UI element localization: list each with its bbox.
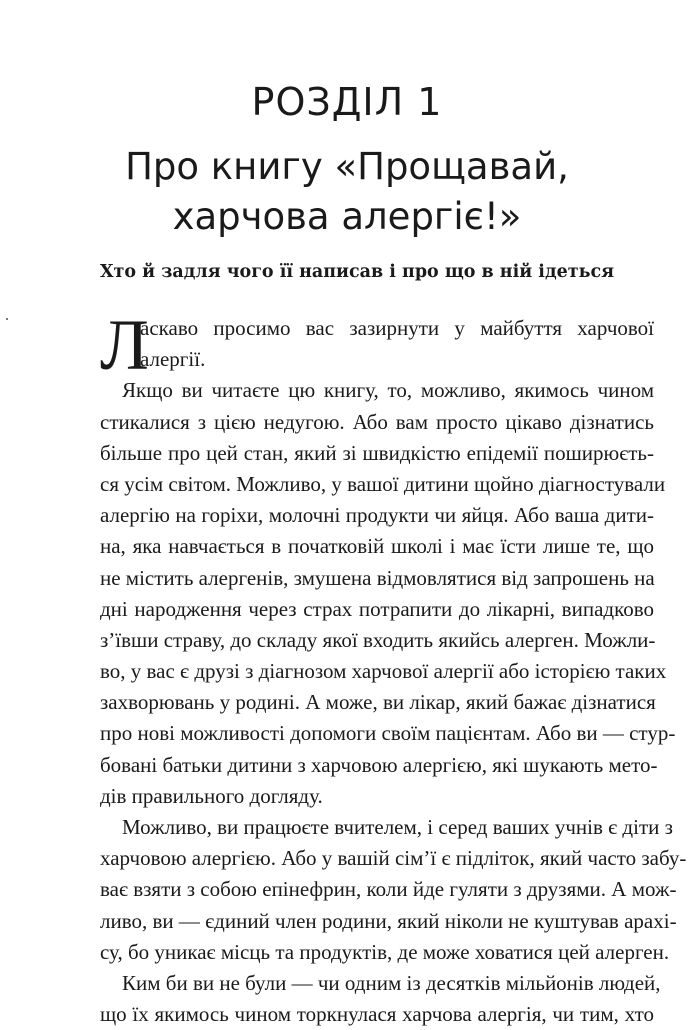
text-line: ся усім світом. Можливо, у вашої дитини щойно діагностували — [100, 471, 666, 496]
text-line: стикалися з цією недугою. Або вам просто цікаво дізнатись — [100, 409, 654, 434]
page-speck — [6, 318, 8, 320]
text-line: що їх якимось чином торкнулася харчова алергія, чи тим, хто — [100, 1002, 654, 1027]
body-text — [100, 305, 687, 1030]
chapter-title-line: харчова алергіє!» — [172, 195, 522, 238]
text-line: ливо, ви — єдиний член родини, який ніколи не куштував арахі- — [100, 908, 677, 933]
text-line: бовані батьки дитини з харчовою алергією, які шукають мето- — [100, 752, 658, 777]
text-line: дні народження через страх потрапити до лікарні, випадково — [100, 596, 654, 621]
text-line: на, яка навчається в початковій школі і має їсти лише те, що — [100, 534, 654, 559]
paragraph — [100, 968, 661, 1030]
text-line: Ким би ви не були — чи одним із десятків мільйонів людей, — [122, 970, 661, 995]
text-line: су, бо уникає місць та продуктів, де може ховатися цей алерген. — [100, 939, 670, 964]
text-line: про нові можливості допомоги своїм пацієнтам. Або ви — стур- — [100, 721, 676, 746]
text-line: дів правильного догляду. — [100, 783, 323, 808]
paragraph — [100, 305, 654, 385]
chapter-subtitle: Хто й задля чого її написав і про що в ній ідеться — [99, 262, 615, 282]
text-line: аскаво просимо вас зазирнути у майбуття харчової — [140, 316, 654, 340]
text-line: з’ївши страву, до складу якої входить якийсь алерген. Можли- — [100, 627, 656, 652]
text-line: захворювань у родині. А може, ви лікар, який бажає дізнатися — [100, 690, 656, 715]
text-line: Можливо, ви працюєте вчителем, і серед ваших учнів є діти з — [122, 815, 673, 839]
paragraph — [100, 375, 676, 812]
text-line: більше про цей стан, який зі швидкістю епідемії поширюєть- — [100, 440, 654, 465]
text-line: харчовою алергією. Або у вашій сім’ї є підліток, який часто забу- — [100, 846, 687, 871]
chapter-title — [60, 142, 634, 242]
text-line: алергію на горіхи, молочні продукти чи яйця. Або ваша дити- — [100, 503, 654, 528]
text-line: во, у вас є друзі з діагнозом харчової алергії або історією таких — [100, 659, 667, 684]
text-line: ває взяти з собою епінефрин, коли йде гуляти з друзями. А мож- — [100, 877, 677, 902]
drop-cap: Л — [100, 305, 149, 385]
chapter-title-line: Про книгу «Прощавай, — [125, 145, 569, 188]
text-line: не містить алергенів, змушена відмовлятися від запрошень на — [100, 565, 655, 590]
text-line: алергії. — [140, 347, 206, 372]
text-line: Якщо ви читаєте цю книгу, то, можливо, якимось чином — [122, 378, 654, 403]
chapter-label: РОЗДІЛ 1 — [251, 80, 443, 124]
paragraph — [100, 812, 687, 968]
